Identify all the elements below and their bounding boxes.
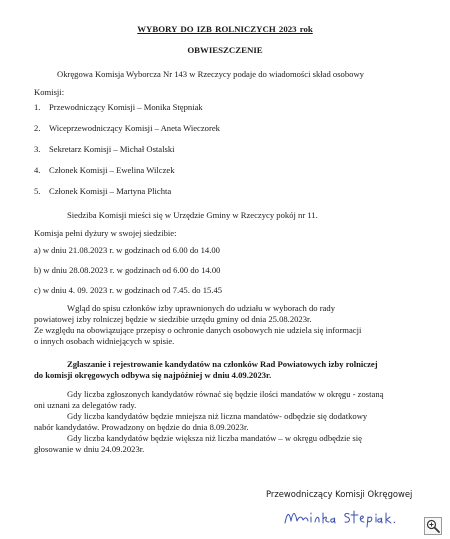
member-text: Członek Komisji – Ewelina Wilczek [49, 165, 175, 175]
member-num: 3. [34, 144, 41, 154]
member-item [34, 186, 171, 197]
rule-text: nabór kandydatów. Prowadzony on będzie do dnia 8.09.2023r. [34, 422, 249, 432]
duty-item: a) w dniu 21.08.2023 r. w godzinach od 6.00 do 14.00 [34, 245, 220, 255]
member-num: 4. [34, 165, 41, 175]
duty-item: b) w dniu 28.08.2023 r. w godzinach od 6.00 do 14.00 [34, 265, 221, 275]
seat-text: Siedziba Komisji mieści się w Urzędzie Gminy w Rzeczycy pokój nr 11. [67, 210, 318, 220]
inspection-text: Ze względu na obowiązujące przepisy o ochronie danych osobowych nie udziela się informacji [34, 325, 362, 335]
signature-title: Przewodniczący Komisji Okręgowej [266, 489, 413, 499]
member-num: 1. [34, 102, 41, 112]
inspection-text: Wgląd do spisu członków izby uprawnionych do udziału w wyborach do rady [67, 303, 336, 313]
inspection-text: o innych osobach widniejących w spisie. [34, 336, 175, 346]
duty-item: c) w dniu 4. 09. 2023 r. w godzinach od 7.45. do 15.45 [34, 285, 223, 295]
member-item [34, 144, 175, 155]
member-num: 5. [34, 186, 41, 196]
intro-text-cont: Komisji: [34, 87, 65, 97]
rule-text: Gdy liczba kandydatów będzie mniejsza niż liczna mandatów- odbędzie się dodatkowy [67, 411, 368, 421]
rule-text: głosowanie w dniu 24.09.2023r. [34, 444, 145, 454]
document-title: WYBORY DO IZB ROLNICZYCH 2023 rok [137, 24, 313, 34]
member-text: Członek Komisji – Martyna Plichta [49, 186, 172, 196]
registration-notice: do komisji okręgowych odbywa się najpóźniej w dniu 4.09.2023r. [34, 370, 272, 380]
member-text: Sekretarz Komisji – Michał Ostalski [49, 144, 175, 154]
member-item [34, 165, 175, 176]
member-num: 2. [34, 123, 41, 133]
member-item [34, 102, 203, 113]
magnify-plus-icon [425, 518, 441, 534]
inspection-text: powiatowej izby rolniczej będzie w siedzibie urzędu gminy od dnia 25.08.2023r. [34, 314, 312, 324]
member-item [34, 123, 220, 134]
registration-notice: Zgłaszanie i rejestrowanie kandydatów na członków Rad Powiatowych izby rolniczej [67, 359, 378, 369]
duty-intro: Komisja pełni dyżury w swojej siedzibie: [34, 228, 177, 238]
intro-text: Okręgowa Komisja Wyborcza Nr 143 w Rzeczycy podaje do wiadomości skład osobowy [57, 69, 364, 79]
handwritten-signature [283, 505, 413, 529]
zoom-button[interactable] [424, 517, 442, 535]
document-subtitle: OBWIESZCZENIE [187, 45, 263, 55]
rule-text: oni uznani za delegatów rady. [34, 400, 137, 410]
rule-text: Gdy liczba zgłoszonych kandydatów równać się będzie ilości mandatów w okręgu - zostaną [67, 389, 384, 399]
member-text: Przewodniczący Komisji – Monika Stępniak [49, 102, 203, 112]
rule-text: Gdy liczba kandydatów będzie większa niż liczba mandatów – w okręgu odbędzie się [67, 433, 362, 443]
member-text: Wiceprzewodniczący Komisji – Aneta Wieczorek [49, 123, 220, 133]
